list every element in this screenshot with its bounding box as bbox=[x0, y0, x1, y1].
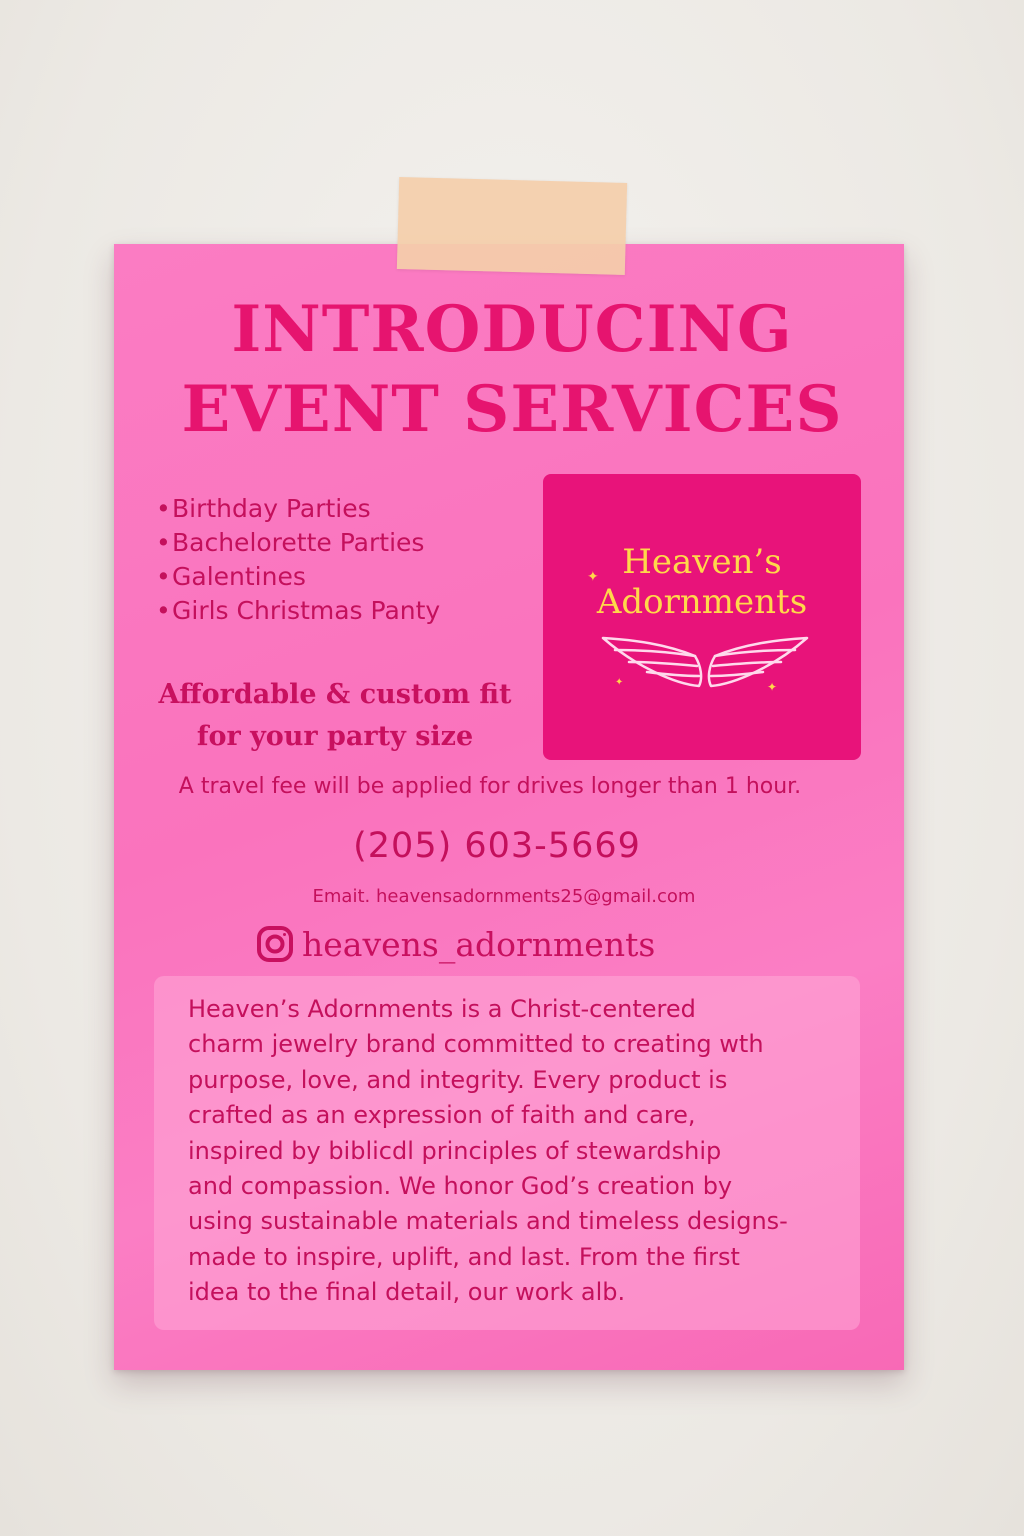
service-label: Bachelorette Parties bbox=[172, 528, 425, 557]
services-list bbox=[156, 492, 440, 628]
instagram-handle: heavens_adornments bbox=[302, 924, 656, 964]
tagline-line-2: for your party size bbox=[196, 721, 474, 752]
bullet-icon: • bbox=[156, 494, 171, 523]
headline-line-1: INTRODUCING bbox=[231, 292, 793, 367]
service-item bbox=[156, 526, 440, 560]
brand-logo bbox=[543, 474, 861, 760]
headline-line-2: EVENT SERVICES bbox=[181, 372, 843, 447]
sparkle-icon: ✦ bbox=[587, 569, 599, 585]
tagline-line-1: Affordable & custom fit bbox=[158, 679, 512, 710]
about-text: Heaven’s Adornments is a Christ-centered charm jewelry brand committed to creating wth purpose, love, and integrity. Every product is crafted as an expression of faith and care, inspired by biblicdl principles of stewardship and compassion. We honor God’s creation by using sustainable materials and timeless designs- made to inspire, uplift, and last. From the first idea to the final detail, our work alb. bbox=[188, 995, 788, 1307]
service-label: Galentines bbox=[172, 562, 306, 591]
logo-line-2: Adornments bbox=[596, 582, 808, 622]
instagram-link[interactable] bbox=[256, 922, 655, 966]
instagram-icon bbox=[256, 925, 294, 963]
bullet-icon: • bbox=[156, 528, 171, 557]
email-address[interactable]: Emait. heavensadornments25@gmail.com bbox=[312, 886, 696, 907]
headline bbox=[0, 290, 1024, 450]
travel-fee-note: A travel fee will be applied for drives longer than 1 hour. bbox=[178, 774, 802, 799]
service-item bbox=[156, 492, 440, 526]
bullet-icon: • bbox=[156, 562, 171, 591]
bullet-icon: • bbox=[156, 596, 171, 625]
angel-wings-icon bbox=[595, 626, 815, 698]
about-section bbox=[154, 976, 860, 1330]
tagline bbox=[150, 674, 520, 758]
logo-line-1: Heaven’s bbox=[622, 542, 782, 582]
sparkle-icon: ✦ bbox=[615, 677, 624, 688]
service-item bbox=[156, 594, 440, 628]
masking-tape bbox=[397, 177, 627, 275]
service-label: Girls Christmas Panty bbox=[172, 596, 441, 625]
service-item bbox=[156, 560, 440, 594]
phone-number[interactable]: (205) 603-5669 bbox=[353, 826, 641, 866]
sparkle-icon: ✦ bbox=[767, 680, 778, 694]
service-label: Birthday Parties bbox=[172, 494, 371, 523]
